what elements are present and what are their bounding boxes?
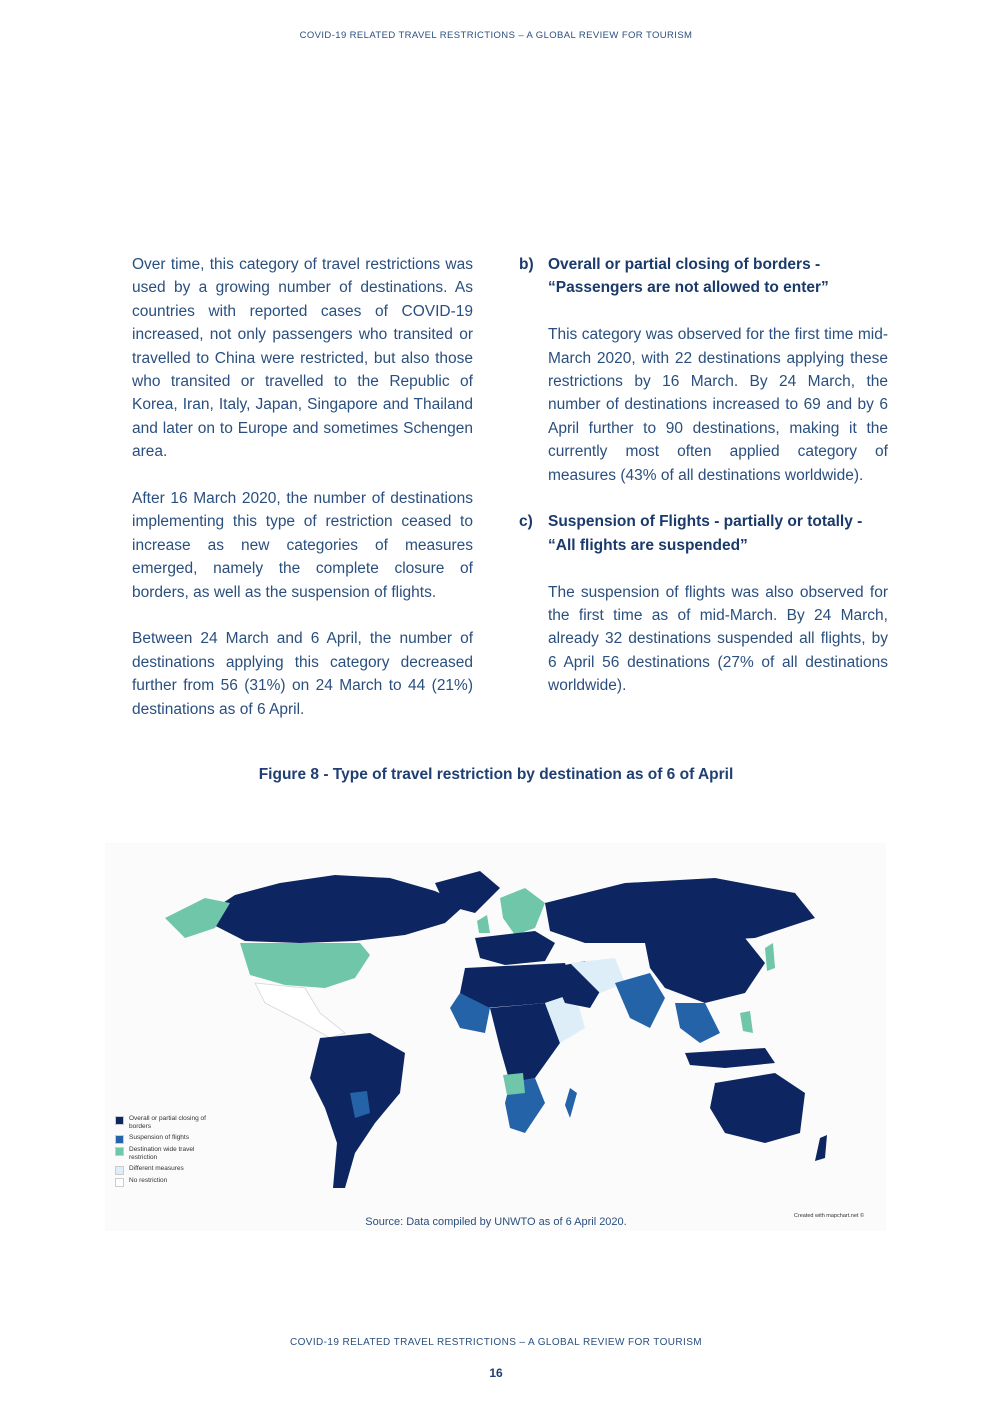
- legend-swatch: [115, 1135, 124, 1144]
- map-region-russia: [545, 878, 815, 943]
- section-title: Overall or partial closing of borders - “Passengers are not allowed to enter”: [548, 256, 829, 297]
- legend-item: [115, 1134, 224, 1144]
- figure-title: Figure 8 - Type of travel restriction by destination as of 6 of April: [258, 766, 734, 783]
- world-map-figure: [105, 843, 886, 1231]
- map-region-south-asia: [615, 973, 665, 1028]
- map-legend: [115, 1115, 224, 1189]
- running-header: COVID-19 RELATED TRAVEL RESTRICTIONS – A GLOBAL REVIEW FOR TOURISM: [299, 30, 693, 41]
- legend-swatch: [115, 1178, 124, 1187]
- legend-swatch: [115, 1147, 124, 1156]
- legend-swatch: [115, 1166, 124, 1175]
- map-region-indonesia: [685, 1048, 775, 1068]
- map-region-alaska: [165, 898, 230, 938]
- legend-label: No restriction: [129, 1176, 168, 1184]
- map-region-namibia-botswana: [503, 1073, 525, 1095]
- legend-label: Overall or partial closing of borders: [129, 1115, 206, 1131]
- legend-item: [115, 1115, 224, 1132]
- running-footer: COVID-19 RELATED TRAVEL RESTRICTIONS – A GLOBAL REVIEW FOR TOURISM: [289, 1337, 703, 1348]
- map-region-southeast-asia: [675, 1003, 720, 1043]
- legend-item: [115, 1146, 224, 1163]
- legend-label: Different measures: [129, 1164, 184, 1172]
- paragraph: This category was observed for the first time mid-March 2020, with 22 destinations applying these restrictions by 16 March. By 24 March, the number of destinations increased to 69 and by 6 April further to 90 destinations, making it the currently most often applied category of measures (43% of all destinations worldwide).: [548, 326, 888, 484]
- paragraph: Between 24 March and 6 April, the number of destinations applying this category decreased further from 56 (31%) on 24 March to 44 (21%) destinations as of 6 April.: [132, 630, 473, 718]
- section-b-heading: [519, 253, 888, 300]
- map-region-uk: [477, 915, 490, 933]
- map-region-scandinavia: [500, 888, 545, 935]
- figure-source: Source: Data compiled by UNWTO as of 6 April 2020.: [365, 1216, 627, 1228]
- section-letter: c): [519, 513, 533, 531]
- paragraph: After 16 March 2020, the number of destinations implementing this type of restriction ceased to increase as new categories of measures emerged, namely the complete closure of borders, as well as the suspension of flights.: [132, 490, 473, 601]
- paragraph: The suspension of flights was also observed for the first time as of mid-March. By 24 March, already 32 destinations suspended all flights, by 6 April 56 destinations (27% of all destinations worldwide).: [548, 583, 888, 695]
- map-region-madagascar: [565, 1088, 577, 1118]
- map-credit: Created with mapchart.net ©: [793, 1213, 864, 1219]
- map-region-usa: [240, 943, 370, 988]
- left-column: [132, 253, 473, 744]
- legend-item: [115, 1177, 224, 1187]
- legend-swatch: [115, 1116, 124, 1125]
- legend-item: [115, 1165, 224, 1175]
- map-region-europe: [475, 931, 555, 965]
- section-letter: b): [519, 256, 534, 273]
- legend-label: Destination wide travel restriction: [129, 1145, 195, 1162]
- map-region-new-zealand: [815, 1135, 827, 1161]
- map-region-philippines: [740, 1011, 753, 1033]
- section-c-heading: [519, 510, 888, 557]
- map-region-china-east-asia: [645, 938, 765, 1003]
- page-number: 16: [489, 1366, 503, 1380]
- map-region-mexico-central-america: [255, 983, 345, 1038]
- section-title: Suspension of Flights - partially or totally - “All flights are suspended”: [548, 513, 863, 554]
- map-region-canada: [200, 875, 465, 943]
- map-region-australia: [710, 1073, 805, 1143]
- right-column: [519, 253, 888, 721]
- legend-label: Suspension of flights: [129, 1133, 189, 1141]
- map-region-japan: [765, 943, 775, 971]
- paragraph: Over time, this category of travel restrictions was used by a growing number of destinations. As countries with reported cases of COVID-19 increased, not only passengers who transited or travelled to China were restricted, but also those who transited or travelled to the Republic of Korea, Iran, Italy, Japan, Singapore and Thailand and later on to Europe and sometimes Schengen area.: [132, 256, 473, 461]
